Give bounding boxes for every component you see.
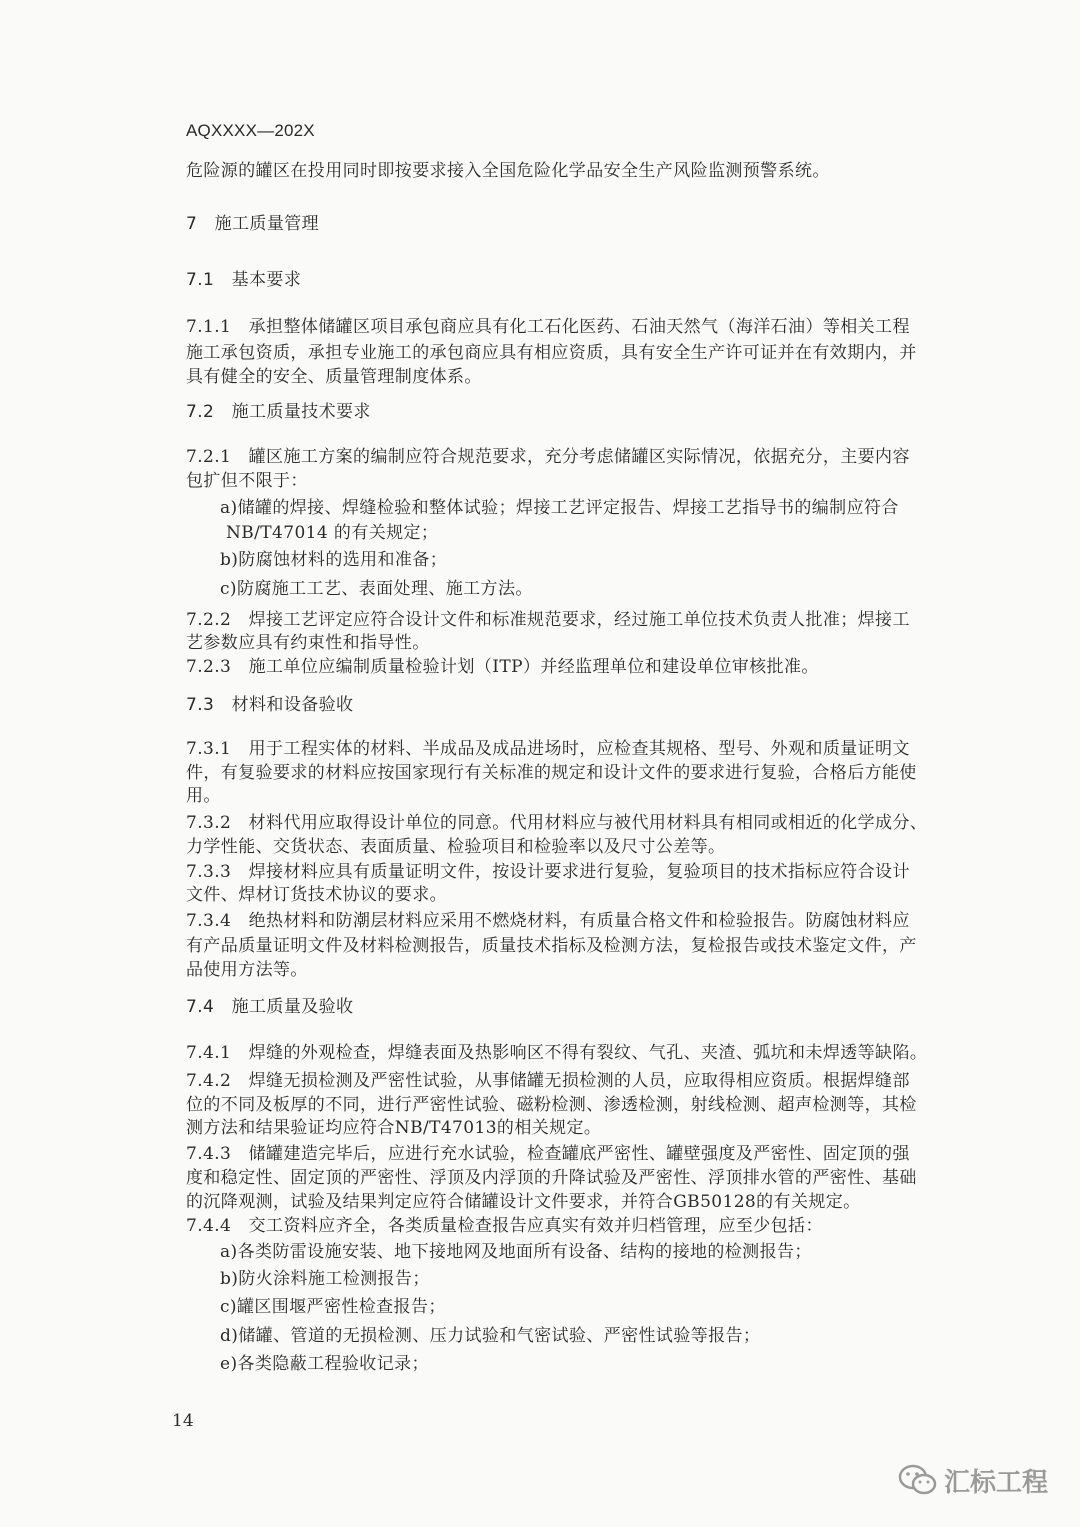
paragraph-line: 力学性能、交货状态、表面质量、检验项目和检验率以及尺寸公差等。 bbox=[186, 837, 726, 857]
section-heading-7-1: 7.1 基本要求 bbox=[186, 270, 302, 290]
watermark-text: 汇标工程 bbox=[944, 1467, 1049, 1498]
list-item: e)各类隐蔽工程验收记录； bbox=[220, 1354, 429, 1374]
page-number: 14 bbox=[172, 1411, 194, 1431]
paragraph-line: 7.2.1 罐区施工方案的编制应符合规范要求，充分考虑储罐区实际情况，依据充分，主要内容 bbox=[186, 447, 910, 467]
paragraph-line: 7.4.4 交工资料应齐全，各类质量检查报告应真实有效并归档管理，应至少包括： bbox=[186, 1216, 823, 1236]
paragraph-line: 危险源的罐区在投用同时即按要求接入全国危险化学品安全生产风险监测预警系统。 bbox=[186, 161, 830, 181]
paragraph-line: 测方法和结果验证均应符合NB/T47013的相关规定。 bbox=[186, 1118, 602, 1138]
paragraph-line: 文件、焊材订货技术协议的要求。 bbox=[186, 885, 447, 905]
paragraph-line: 7.4.2 焊缝无损检测及严密性试验，从事储罐无损检测的人员，应取得相应资质。根据焊缝部 bbox=[186, 1071, 910, 1091]
doc-id: AQXXXX—202X bbox=[186, 121, 315, 140]
section-heading-7-2: 7.2 施工质量技术要求 bbox=[186, 402, 371, 422]
paragraph-line: 品使用方法等。 bbox=[186, 960, 308, 980]
paragraph-line: 用。 bbox=[186, 786, 221, 806]
paragraph-line: 7.2.3 施工单位应编制质量检验计划（ITP）并经监理单位和建设单位审核批准。 bbox=[186, 657, 819, 677]
paragraph-line: 度和稳定性、固定顶的严密性、浮顶及内浮顶的升降试验及严密性、浮顶排水管的严密性、基础 bbox=[186, 1168, 917, 1188]
list-item: a)各类防雷设施安装、地下接地网及地面所有设备、结构的接地的检测报告； bbox=[220, 1242, 812, 1262]
watermark bbox=[898, 1463, 1048, 1497]
paragraph-line: 有产品质量证明文件及材料检测报告，质量技术指标及检测方法，复检报告或技术鉴定文件，产 bbox=[186, 936, 917, 956]
list-item: d)储罐、管道的无损检测、压力试验和气密试验、严密性试验等报告； bbox=[220, 1326, 761, 1346]
paragraph-line: 7.3.1 用于工程实体的材料、半成品及成品进场时，应检查其规格、型号、外观和质量证明文 bbox=[186, 739, 910, 759]
list-item: c)罐区围堰严密性检查报告； bbox=[220, 1297, 446, 1317]
list-item-continuation: NB/T47014 的有关规定； bbox=[226, 523, 439, 543]
paragraph-line: 件，有复验要求的材料应按国家现行有关标准的规定和设计文件的要求进行复验，合格后方能使 bbox=[186, 763, 917, 783]
paragraph-line: 的沉降观测，试验及结果判定应符合储罐设计文件要求，并符合GB50128的有关规定。 bbox=[186, 1192, 861, 1212]
paragraph-line: 施工承包资质，承担专业施工的承包商应具有相应资质，具有安全生产许可证并在有效期内，并 bbox=[186, 343, 917, 363]
paragraph-line: 7.4.3 储罐建造完毕后，应进行充水试验，检查罐底严密性、罐壁强度及严密性、固定顶的强 bbox=[186, 1144, 910, 1164]
section-heading-7: 7 施工质量管理 bbox=[186, 214, 320, 234]
paragraph-line: 包扩但不限于： bbox=[186, 471, 308, 491]
section-heading-7-3: 7.3 材料和设备验收 bbox=[186, 695, 354, 715]
paragraph-line: 7.3.2 材料代用应取得设计单位的同意。代用材料应与被代用材料具有相同或相近的化学成分、 bbox=[186, 813, 928, 833]
paragraph-line: 7.3.3 焊接材料应具有质量证明文件，按设计要求进行复验，复验项目的技术指标应符合设计 bbox=[186, 862, 910, 882]
paragraph-line: 7.2.2 焊接工艺评定应符合设计文件和标准规范要求，经过施工单位技术负责人批准；焊接工 bbox=[186, 610, 910, 630]
section-heading-7-4: 7.4 施工质量及验收 bbox=[186, 997, 354, 1017]
paragraph-line: 7.1.1 承担整体储罐区项目承包商应具有化工石化医药、石油天然气（海洋石油）等相关工程 bbox=[186, 317, 910, 337]
wechat-icon bbox=[898, 1463, 938, 1497]
list-item: a)储罐的焊接、焊缝检验和整体试验；焊接工艺评定报告、焊接工艺指导书的编制应符合 bbox=[220, 498, 899, 518]
list-item: b)防腐蚀材料的选用和准备； bbox=[220, 550, 448, 570]
paragraph-line: 7.3.4 绝热材料和防潮层材料应采用不燃烧材料，有质量合格文件和检验报告。防腐蚀材料应 bbox=[186, 911, 910, 931]
paragraph-line: 7.4.1 焊缝的外观检查，焊缝表面及热影响区不得有裂纹、气孔、夹渣、弧坑和未焊透等缺陷。 bbox=[186, 1043, 928, 1063]
list-item: b)防火涂料施工检测报告； bbox=[220, 1269, 430, 1289]
list-item: c)防腐施工工艺、表面处理、施工方法。 bbox=[220, 579, 533, 599]
paragraph-line: 具有健全的安全、质量管理制度体系。 bbox=[186, 367, 482, 387]
paragraph-line: 位的不同及板厚的不同，进行严密性试验、磁粉检测、渗透检测，射线检测、超声检测等，其检 bbox=[186, 1095, 917, 1115]
paragraph-line: 艺参数应具有约束性和指导性。 bbox=[186, 633, 430, 653]
